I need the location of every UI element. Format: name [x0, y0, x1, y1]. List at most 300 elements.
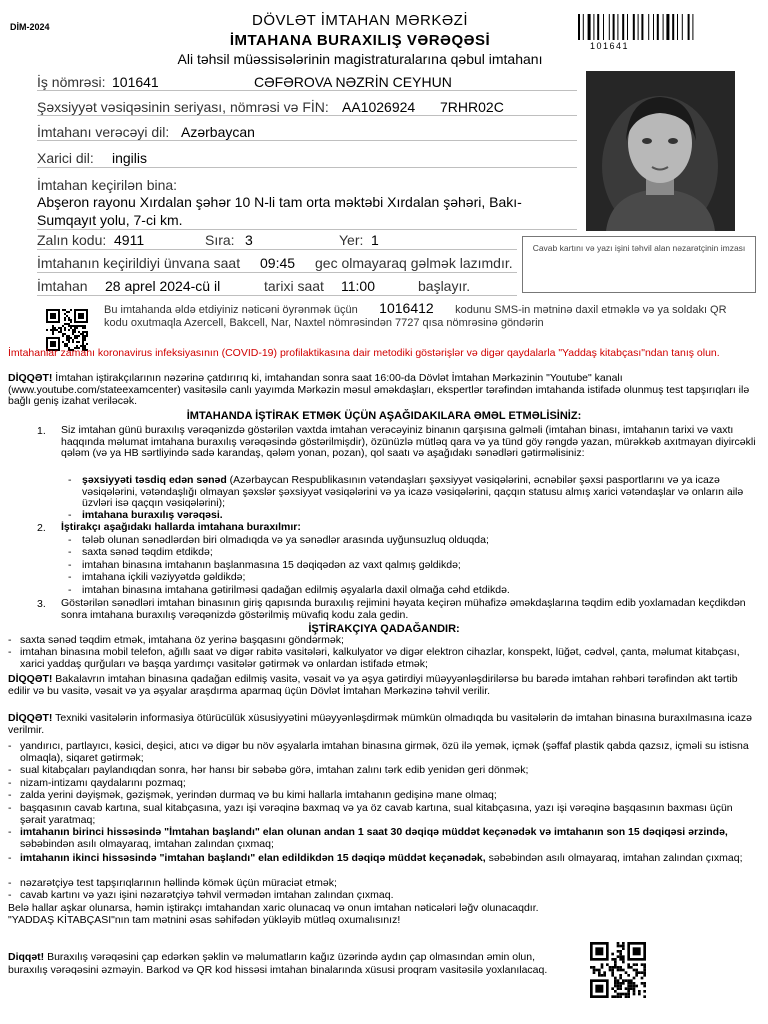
qr-module [611, 995, 614, 998]
qr-module [84, 327, 86, 329]
qr-module [60, 329, 62, 331]
rule-2-item: imtahan binasına imtahanın başlanmasına 15 dəqiqədən az vaxt qalmış gəldikdə; [82, 559, 461, 571]
prohibited-item: nəzarətçiyə test tapşırıqlarının həllində kömək üçün müraciət etmək; [20, 877, 337, 889]
qr-module [622, 942, 625, 945]
sms-instructions [104, 302, 752, 330]
notice-prohibited-items [8, 674, 760, 697]
qr-module [627, 979, 630, 982]
qr-module [633, 993, 636, 996]
qr-module [74, 329, 76, 331]
barcode-bar [622, 14, 624, 40]
qr-module [619, 945, 622, 948]
fin-code: 7RHR02C [440, 99, 504, 115]
qr-module [598, 974, 601, 977]
sms-text-part2: kodunu SMS-in mətninə daxil etməklə və ya soldakı QR kodu oxutmaqla Azercell, Bakcell, Nar, Naxtel nömrəsindən 7727 qısa nömrəsinə göndərin [104, 304, 727, 329]
bullet-dash: - [8, 777, 12, 789]
qr-module [62, 341, 64, 343]
qr-module [62, 333, 64, 335]
qr-module [611, 958, 614, 961]
qr-module [630, 987, 633, 990]
qr-module [82, 335, 84, 337]
qr-module [633, 990, 636, 993]
candidate-photo [586, 71, 735, 231]
qr-module [641, 982, 644, 985]
qr-module [617, 993, 620, 996]
footer-text: Buraxılış vərəqəsini çap edərkən şəklin və məlumatların kağız üzərində aydın çap olmasından əmin olun, buraxılış vərəqəsini əzməyin. Barkod və QR kod hissəsi imtahan binalarında xüsusi proqram vasitəsilə yoxlanılacaq. [8, 951, 548, 976]
exam-date: 28 aprel 2024-cü il [105, 278, 221, 294]
bullet-dash: - [8, 646, 12, 658]
barcode-bar [588, 14, 591, 40]
qr-module [593, 969, 596, 972]
divider [37, 140, 577, 141]
qr-module [617, 969, 620, 972]
qr-module [619, 985, 622, 988]
barcode-bar [648, 14, 649, 40]
qr-module [72, 329, 74, 331]
notice-label: DİQQƏT! [8, 673, 53, 685]
qr-module [590, 966, 593, 969]
qr-module [635, 985, 638, 988]
qr-module [633, 963, 636, 966]
qr-module [619, 982, 622, 985]
qr-module [64, 309, 66, 311]
rule-1-text: Siz imtahan günü buraxılış vərəqənizdə göstərilən vaxtda imtahan verəcəyiniz binanın qarşısına gəlməli (imtahan binası, imtahanın tarixi və vaxtı haqqında məlumat imtahana buraxılış vərəqəsində göstərilmişdir), özünüzlə mütləq qara və ya tünd göy rəngdə yazan, mürəkkəb axıtmayan diyircəkli qələm (və ya HB sərtliyində sadə karandaş, qələm yonan, pozan), qol saatı və aşağıdakı sənədləri gətirməlisiniz: [61, 424, 756, 459]
exam-time-label: tarixi saat [264, 278, 324, 294]
qr-module [76, 325, 78, 327]
qr-module [611, 953, 614, 956]
qr-module [70, 319, 72, 321]
qr-module [86, 343, 88, 345]
notice-text: İmtahan iştirakçılarının nəzərinə çatdırırıq ki, imtahandan sonra saat 16:00-da Dövlət İmtahan Mərkəzinin "Youtube" kanalı (www.youtube.com/stateexamcenter) vasitəsilə canlı yayımda Mərkəzin məsul əməkdaşları, ekspertlər tərəfindən imtahanda istifadə olunmuş test tapşırıqları ilə bağlı geniş izahat veriləcək. [8, 372, 750, 407]
section-title: İMTAHANDA İŞTİRAK ETMƏK ÜÇÜN AŞAĞIDAKILARA ƏMƏL ETMƏLİSİNİZ: [186, 410, 582, 422]
barcode-bar [583, 14, 584, 40]
qr-module [627, 993, 630, 996]
work-no-label: İş nömrəsi: [37, 74, 106, 90]
closing-warning: Belə hallar aşkar olunarsa, həmin iştirakçı imtahandan xaric olunacaq və onun imtahan nəticələri ləğv olunacaqdır. [8, 902, 539, 914]
building-address-line2: Sumqayıt yolu, 7-ci km. [37, 212, 183, 228]
exam-start-label: başlayır. [418, 278, 471, 294]
divider [37, 249, 517, 250]
qr-module [625, 979, 628, 982]
qr-module [611, 966, 614, 969]
qr-module [84, 339, 86, 341]
rule-number: 3. [37, 598, 46, 610]
bullet-dash: - [8, 877, 12, 889]
qr-module [643, 963, 646, 966]
qr-module [86, 335, 88, 337]
qr-module [68, 341, 70, 343]
barcode-bar [638, 14, 639, 40]
qr-module [82, 325, 84, 327]
notice-label: DİQQƏT! [8, 712, 53, 724]
qr-code-image [590, 942, 646, 998]
qr-module [82, 343, 84, 345]
qr-module [84, 331, 86, 333]
qr-module [66, 311, 68, 313]
arrival-label: İmtahanın keçirildiyi ünvana saat [37, 255, 241, 271]
barcode-bar [657, 14, 659, 40]
notice-text: Bakalavrın imtahan binasına qadağan edilmiş vasitə, vəsait və ya əşya gətirdiyi müəyyənləşdirilərsə bu barədə imtahan rəhbəri tərəfindən akt tərtib edilir və bu vasitə, vəsait və ya əşyalar araşdırma aparmaq üçün Dövlət İmtahan Mərkəzinə təhvil verilir. [8, 673, 738, 697]
qr-module [68, 329, 70, 331]
header-org: DÖVLƏT İMTAHAN MƏRKƏZİ [252, 12, 468, 29]
qr-module [633, 985, 636, 988]
qr-module [74, 325, 76, 327]
qr-module [593, 971, 596, 974]
qr-finder [50, 313, 56, 319]
qr-module [619, 966, 622, 969]
qr-finder [595, 947, 603, 955]
divider [37, 90, 577, 91]
qr-module [84, 335, 86, 337]
divider [37, 167, 577, 168]
qr-module [62, 325, 64, 327]
qr-module [627, 987, 630, 990]
bullet-dash: - [68, 546, 72, 558]
qr-module [609, 966, 612, 969]
barcode-bar [641, 14, 643, 40]
sub-text: (Azərbaycan Respublikasının vətəndaşları şəxsiyyət vəsiqələrini, əcnəbilər şəxsi pasportlarını və ya icazə vəsiqələrini, vətəndaşlığı olmayan şəxslər şəxsiyyət vəsiqələrini və ya icazə vəsiqələrini, qaçqın statusu almış xarici vətəndaşlar və onların ailə üzvləri isə qaçqın vəsiqələrini); [82, 474, 744, 509]
qr-module [617, 979, 620, 982]
qr-module [64, 323, 66, 325]
qr-module [70, 327, 72, 329]
divider [37, 272, 517, 273]
bullet-dash: - [8, 802, 12, 814]
barcode-bar [627, 14, 628, 40]
qr-module [86, 331, 88, 333]
prohibited-title: İŞTİRAKÇIYA QADAĞANDIR: [308, 623, 460, 635]
qr-module [70, 325, 72, 327]
qr-module [635, 969, 638, 972]
qr-module [614, 985, 617, 988]
qr-module [617, 945, 620, 948]
qr-module [622, 993, 625, 996]
qr-module [630, 982, 633, 985]
header-title: İMTAHANA BURAXILIŞ VƏRƏQƏSİ [229, 32, 491, 49]
qr-module [638, 971, 641, 974]
qr-module [52, 333, 54, 335]
bullet-dash: - [68, 534, 72, 546]
rule-2-item: saxta sənəd təqdim etdikdə; [82, 546, 213, 558]
qr-module [619, 977, 622, 980]
qr-module [627, 990, 630, 993]
qr-module [630, 966, 633, 969]
barcode-bar [597, 14, 599, 40]
row-label: Sıra: [205, 232, 235, 248]
qr-module [619, 958, 622, 961]
qr-module [52, 331, 54, 333]
qr-module [62, 309, 64, 311]
bullet-dash: - [8, 634, 12, 646]
qr-module [68, 317, 70, 319]
barcode-bar [692, 14, 693, 40]
qr-module [619, 953, 622, 956]
qr-finder [78, 313, 84, 319]
qr-module [622, 955, 625, 958]
signature-box [522, 236, 756, 293]
exam-label: İmtahan [37, 278, 88, 294]
barcode-bar [653, 14, 654, 40]
qr-module [633, 987, 636, 990]
rule-number: 1. [37, 425, 46, 437]
qr-module [617, 955, 620, 958]
qr-module [641, 963, 644, 966]
qr-module [80, 325, 82, 327]
qr-module [643, 971, 646, 974]
qr-module [74, 335, 76, 337]
barcode-number: 101641 [590, 41, 630, 51]
qr-module [64, 317, 66, 319]
qr-module [601, 974, 604, 977]
prohibited-item: zalda yerini dəyişmək, gəzişmək, yerindən durmaq və bu kimi hallarla imtahanın gedişinə mane olmaq; [20, 789, 497, 801]
qr-module [82, 337, 84, 339]
qr-module [58, 331, 60, 333]
qr-module [68, 311, 70, 313]
qr-finder [633, 947, 641, 955]
qr-module [74, 337, 76, 339]
rule-2-title: İştirakçı aşağıdakı hallarda imtahana buraxılmır: [61, 521, 301, 533]
qr-module [641, 971, 644, 974]
hall-code-label: Zalın kodu: [37, 232, 107, 248]
qr-module [633, 982, 636, 985]
qr-module [627, 985, 630, 988]
qr-module [64, 313, 66, 315]
qr-module [643, 969, 646, 972]
qr-module [617, 942, 620, 945]
qr-code-image [46, 309, 88, 351]
qr-module [614, 961, 617, 964]
footer-notice [8, 951, 568, 977]
barcode-image [578, 14, 720, 40]
qr-module [622, 961, 625, 964]
qr-module [619, 974, 622, 977]
qr-module [635, 974, 638, 977]
qr-module [595, 969, 598, 972]
item-bold: imtahanın birinci hissəsində "İmtahan başlandı" elan olunan andan 1 saat 30 dəqiqə müddət keçənədək və imtahanın son 15 dəqiqəsi ərzində, [20, 826, 728, 838]
qr-module [72, 333, 74, 335]
seat-value: 1 [371, 232, 379, 248]
qr-module [52, 329, 54, 331]
qr-module [50, 329, 52, 331]
rule-1-sub-permit: imtahana buraxılış vərəqəsi. [82, 509, 223, 521]
qr-module [52, 325, 54, 327]
item-text: səbəbindən asılı olmayaraq, imtahan zalından çıxmaq; [20, 837, 274, 850]
signature-box-text: Cavab kartını və yazı işini təhvil alan nəzarətçinin imzası [532, 243, 746, 253]
qr-module [627, 995, 630, 998]
qr-module [617, 987, 620, 990]
qr-module [68, 337, 70, 339]
qr-module [76, 341, 78, 343]
notice-youtube [8, 373, 760, 408]
qr-module [64, 333, 66, 335]
qr-module [82, 341, 84, 343]
arrival-time: 09:45 [260, 255, 296, 271]
barcode-bar [609, 14, 610, 40]
sms-code: 1016412 [379, 300, 434, 316]
prohibited-item: yandırıcı, partlayıcı, kəsici, deşici, atıcı və digər bu növ əşyalarla imtahan binasına girmək, özü ilə yemək, içmək (şəffaf plastik qabda qazsız, içməli su istisna olmaqla), siqaret gətirmək; [20, 740, 749, 764]
qr-module [60, 331, 62, 333]
building-label: İmtahan keçirilən bina: [37, 177, 178, 193]
barcode-bar [617, 14, 618, 40]
barcode-bar [593, 14, 594, 40]
qr-module [625, 993, 628, 996]
qr-module [643, 974, 646, 977]
qr-module [622, 945, 625, 948]
qr-module [619, 995, 622, 998]
qr-module [66, 335, 68, 337]
divider [37, 295, 517, 296]
qr-module [614, 982, 617, 985]
qr-module [614, 958, 617, 961]
qr-module [601, 963, 604, 966]
qr-module [630, 985, 633, 988]
rule-3-text: Göstərilən sənədləri imtahan binasının giriş qapısında buraxılış rejimini həyata keçirən mühafizə əməkdaşlarına təqdim edib yoxlamadan keçdikdən sonra imtahana buraxılış vərəqənizdə göstərilmiş müvafiq kodu zala gedin. [61, 597, 746, 621]
id-label: Şəxsiyyət vəsiqəsinin seriyası, nömrəsi və FİN: [37, 99, 329, 115]
qr-module [606, 963, 609, 966]
exam-language-label: İmtahanı verəcəyi dil: [37, 124, 170, 140]
barcode-bar [688, 14, 690, 40]
qr-module [635, 971, 638, 974]
qr-module [66, 337, 68, 339]
work-no-value: 101641 [112, 74, 159, 90]
qr-module [78, 325, 80, 327]
qr-finder [595, 985, 603, 993]
qr-module [68, 335, 70, 337]
header-subtitle: Ali təhsil müəssisələrinin magistraturalarına qəbul imtahanı [177, 51, 543, 67]
barcode-bar [682, 14, 683, 40]
qr-module [627, 966, 630, 969]
qr-module [617, 982, 620, 985]
qr-module [643, 995, 646, 998]
notice-text: Texniki vasitələrin informasiya ötürücülük xüsusiyyətini müəyyənləşdirmək mümkün olmadıqda bu vasitələrin də imtahan binasına buraxılmasına icazə verilmir. [8, 712, 752, 736]
barcode-bar [603, 14, 604, 40]
qr-module [614, 990, 617, 993]
bullet-dash: - [8, 826, 12, 838]
prohibited-item: başqasının cavab kartına, sual kitabçasına, yazı işi vərəqinə baxmaq və ya öz cavab kartına, sual kitabçasına, yazı işi vərəqinə başqasının baxması üçün şərait yaratmaq; [20, 802, 733, 826]
qr-module [630, 979, 633, 982]
qr-module [64, 329, 66, 331]
building-address-line1: Abşeron rayonu Xırdalan şəhər 10 N-li tam orta məktəbi Xırdalan şəhəri, Bakı- [37, 194, 522, 210]
rule-2-item: tələb olunan sənədlərdən biri olmadıqda və ya sənədlər arasında uyğunsuzluq olduqda; [82, 534, 489, 546]
bullet-dash: - [68, 571, 72, 583]
qr-module [84, 325, 86, 327]
sub-bold: şəxsiyyəti təsdiq edən sənəd [82, 474, 227, 486]
exam-time: 11:00 [341, 278, 375, 294]
covid-notice: İmtahanlar zamanı koronavirus infeksiyasının (COVID-19) profilaktikasına dair metodiki göstərişlər və digər qaydalarla "Yaddaş kitabçası"ndan tanış olun. [8, 347, 720, 359]
qr-module [78, 331, 80, 333]
qr-module [625, 987, 628, 990]
hall-code-value: 4911 [114, 232, 145, 248]
qr-module [70, 309, 72, 311]
qr-module [54, 327, 56, 329]
qr-module [66, 315, 68, 317]
prohibited-item: saxta sənəd təqdim etmək, imtahana öz yerinə başqasını göndərmək; [20, 634, 344, 646]
qr-module [617, 966, 620, 969]
qr-module [603, 971, 606, 974]
qr-module [611, 971, 614, 974]
qr-module [78, 341, 80, 343]
divider [37, 115, 577, 116]
exam-language-value: Azərbaycan [181, 124, 255, 140]
barcode-bar [677, 14, 678, 40]
qr-module [622, 982, 625, 985]
rule-1-sub-id-document [82, 475, 758, 510]
qr-module [76, 327, 78, 329]
seat-label: Yer: [339, 232, 364, 248]
prohibited-item: nizam-intizamı qaydalarını pozmaq; [20, 777, 186, 789]
qr-module [68, 325, 70, 327]
bullet-dash: - [68, 559, 72, 571]
qr-module [58, 327, 60, 329]
qr-module [66, 323, 68, 325]
qr-module [66, 339, 68, 341]
qr-module [64, 327, 66, 329]
prohibited-item: imtahan binasına mobil telefon, ağıllı saat və digər rabitə vasitələri, kalkulyator və digər elektron cihazlar, konspekt, lüğət, cədvəl, çanta, məlumat kitabçası, xarici yaddaş qurğuları və başqa yardımçı vasitələr gətirmək və onlardan istifadə etmək; [20, 646, 740, 670]
qr-module [619, 987, 622, 990]
qr-module [64, 319, 66, 321]
qr-module [70, 337, 72, 339]
qr-module [627, 963, 630, 966]
qr-module [593, 966, 596, 969]
qr-module [52, 327, 54, 329]
qr-module [611, 969, 614, 972]
qr-module [598, 969, 601, 972]
qr-module [643, 990, 646, 993]
footer-label: Diqqət! [8, 951, 45, 963]
barcode-bar [672, 14, 674, 40]
bullet-dash: - [8, 740, 12, 752]
qr-module [619, 955, 622, 958]
prohibited-item-bold [20, 853, 760, 865]
qr-module [619, 950, 622, 953]
qr-module [619, 993, 622, 996]
qr-module [64, 343, 66, 345]
qr-module [633, 969, 636, 972]
barcode-bar [633, 14, 635, 40]
qr-module [643, 982, 646, 985]
prohibited-item-bold [20, 827, 760, 850]
qr-module [72, 331, 74, 333]
qr-module [603, 974, 606, 977]
bullet-dash: - [8, 852, 12, 864]
qr-module [617, 950, 620, 953]
qr-module [622, 979, 625, 982]
bullet-dash: - [8, 789, 12, 801]
candidate-name: CƏFƏROVA NƏZRİN CEYHUN [254, 74, 452, 90]
bullet-dash: - [68, 509, 72, 521]
bullet-dash: - [68, 474, 72, 486]
qr-module [70, 321, 72, 323]
qr-module [74, 327, 76, 329]
bullet-dash: - [8, 764, 12, 776]
row-value: 3 [245, 232, 253, 248]
qr-module [598, 971, 601, 974]
qr-module [622, 958, 625, 961]
qr-module [84, 337, 86, 339]
qr-module [86, 333, 88, 335]
closing-handbook: "YADDAŞ KİTABÇASI"nın tam mətnini əsas səhifədən yükləyib mütləq oxumalısınız! [8, 914, 401, 926]
qr-module [625, 995, 628, 998]
qr-module [66, 343, 68, 345]
qr-module [627, 974, 630, 977]
qr-module [622, 947, 625, 950]
prohibited-item: cavab kartını və yazı işini nəzarətçiyə təhvil vermədən imtahan zalından çıxmaq. [20, 889, 394, 901]
qr-module [614, 977, 617, 980]
notice-label: DİQQƏT! [8, 372, 53, 384]
bullet-dash: - [68, 584, 72, 596]
qr-module [46, 329, 48, 331]
qr-module [614, 995, 617, 998]
qr-module [627, 982, 630, 985]
